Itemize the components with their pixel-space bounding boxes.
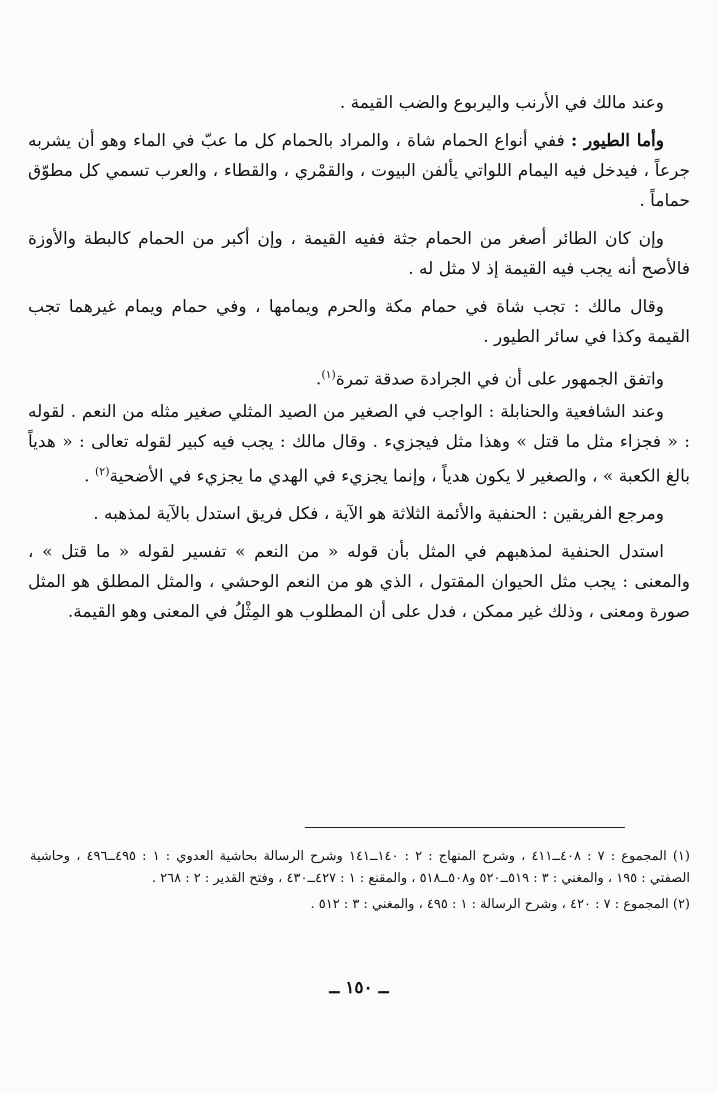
paragraph-tail: .	[84, 466, 95, 487]
paragraph-text: وقال مالك : تجب شاة في حمام مكة والحرم ويمامها ، وفي حمام ويمام غيرهما تجب القيمة وكذا في سائر الطيور .	[28, 297, 690, 347]
paragraph	[28, 499, 690, 529]
main-text	[28, 88, 690, 635]
paragraph-text: ومرجع الفريقين : الحنفية والأئمة الثلاثة هو الآية ، فكل فريق استدل بالآية لمذهبه .	[93, 504, 664, 525]
paragraph-lead: وأما الطيور :	[570, 131, 664, 151]
paragraph	[28, 88, 690, 118]
paragraph	[28, 224, 690, 284]
footnote-reference[interactable]: (٢)	[94, 464, 110, 478]
page-number: ــ ١٥٠ ــ	[329, 978, 389, 998]
paragraph-text: ففي أنواع الحمام شاة ، والمراد بالحمام كل ما عبّ في الماء وهو أن يشربه جرعاً ، فيدخل فيه اليمام اللواتي يألفن البيوت ، والقمْري ، والقطاء ، والعرب تسمي كل مطوّق حماماً .	[28, 131, 690, 211]
footnote: (٢) المجموع : ٧ : ٤٢٠ ، وشرح الرسالة : ١ : ٤٩٥ ، والمغني : ٣ : ٥١٢ .	[310, 897, 690, 912]
paragraph	[28, 537, 690, 627]
footnotes	[30, 846, 690, 920]
footnote-divider	[305, 827, 625, 828]
paragraph-text: وعند الشافعية والحنابلة : الواجب في الصغير من الصيد المثلي صغير مثله من النعم . لقوله : « فجزاء مثل ما قتل » وهذا مثل فيجزيء . وقال مالك : يجب فيه كبير لقوله تعالى : « هدياً بالغ الكعبة » ، والصغير لا يكون هدياً ، وإنما يجزيء في الهدي ما يجزيء في الأضحية	[28, 401, 690, 487]
paragraph-text: واتفق الجمهور على أن في الجرادة صدقة تمرة	[335, 369, 664, 390]
paragraph-text: وعند مالك في الأرنب واليربوع والضب القيمة .	[339, 93, 664, 113]
paragraph-tail: .	[315, 369, 322, 390]
paragraph	[28, 126, 690, 216]
paragraph	[28, 397, 690, 492]
paragraph	[28, 292, 690, 352]
paragraph	[28, 360, 690, 395]
footnote-reference[interactable]: (١)	[321, 368, 336, 381]
footnote: (١) المجموع : ٧ : ٤٠٨ــ٤١١ ، وشرح المنهاج : ٢ : ١٤٠ــ١٤١ وشرح الرسالة بحاشية العدوي : ١ : ٤٩٥ــ٤٩٦ ، وحاشية الصفتي : ١٩٥ ، والمغني : ٣ : ٥١٩ــ٥٢٠ و٥٠٨ــ٥١٨ ، والمقنع : ١ : ٤٢٧ــ٤٣٠ ، وفتح القدير : ٢ : ٢٦٨ .	[30, 849, 690, 886]
paragraph-text: استدل الحنفية لمذهبهم في المثل بأن قوله « من النعم » تفسير لقوله « ما قتل » ، والمعنى : يجب مثل الحيوان المقتول ، الذي هو من النعم الوحشي ، والمثل المطلق هو المثل صورة ومعنى ، وذلك غير ممكن ، فدل على أن المطلوب هو المِثْلُ في المعنى وهو القيمة.	[28, 542, 690, 623]
paragraph-text: وإن كان الطائر أصغر من الحمام جثة ففيه القيمة ، وإن أكبر من الحمام كالبطة والأوزة فالأصح أنه يجب فيه القيمة إذ لا مثل له .	[28, 229, 690, 279]
